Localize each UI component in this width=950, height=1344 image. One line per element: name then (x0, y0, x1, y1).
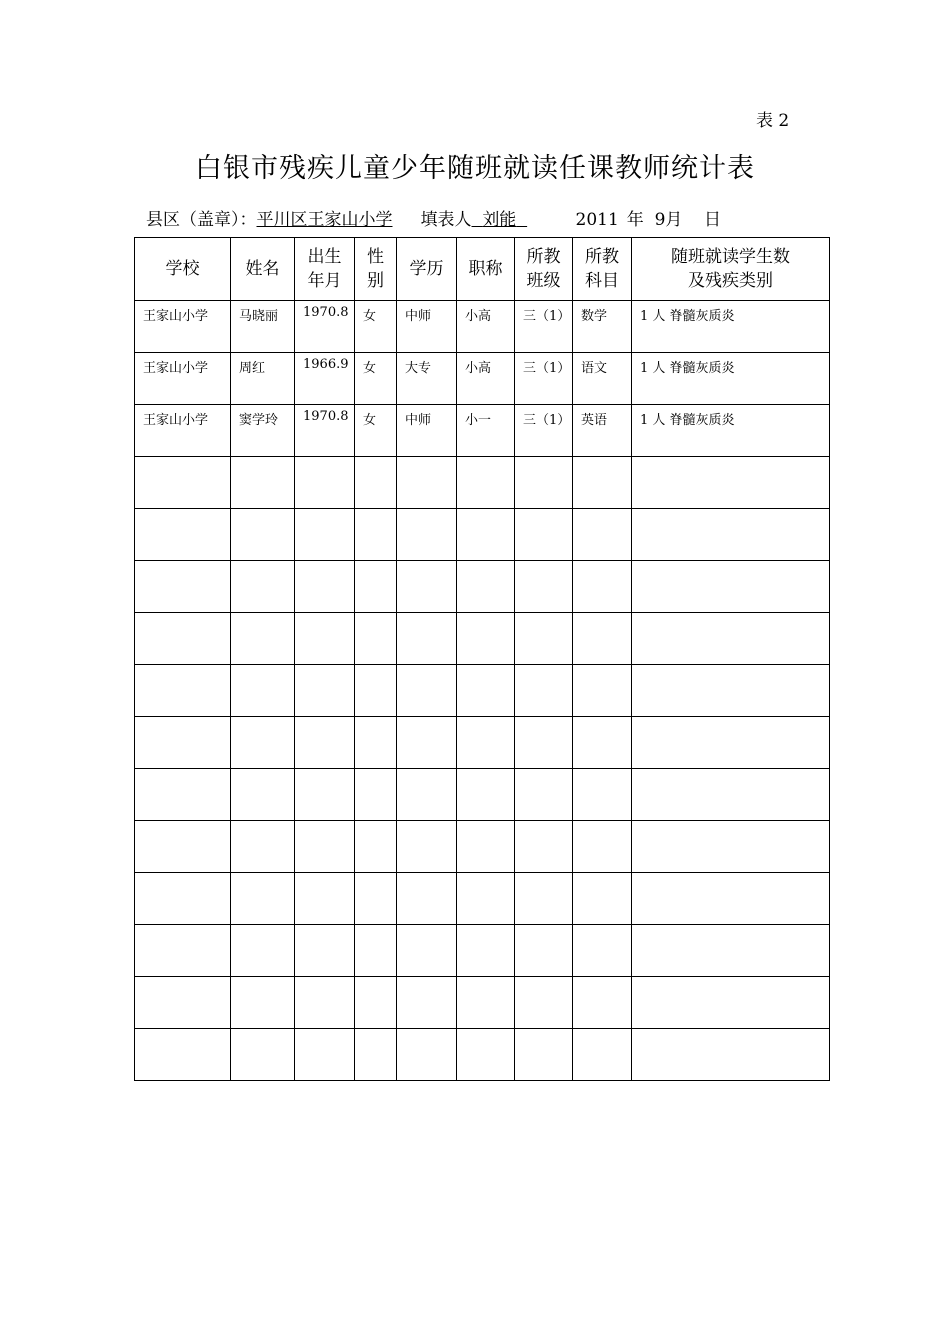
table-cell: 1970.8 (295, 405, 355, 457)
table-cell (135, 613, 231, 665)
table-row (135, 613, 830, 665)
table-cell: 1 人 脊髓灰质炎 (632, 353, 830, 405)
table-cell (573, 457, 632, 509)
table-cell (632, 925, 830, 977)
table-cell (397, 977, 457, 1029)
column-header: 出生 年月 (295, 238, 355, 301)
table-cell (632, 613, 830, 665)
table-row (135, 821, 830, 873)
table-cell (135, 665, 231, 717)
table-row (135, 717, 830, 769)
table-cell (355, 873, 397, 925)
table-cell (397, 1029, 457, 1081)
table-cell (397, 925, 457, 977)
meta-line (146, 205, 721, 230)
table-cell: 1 人 脊髓灰质炎 (632, 301, 830, 353)
table-cell (457, 925, 515, 977)
table-cell (295, 613, 355, 665)
table-row (135, 405, 830, 457)
table-row (135, 457, 830, 509)
table-cell (355, 717, 397, 769)
table-cell (573, 665, 632, 717)
table-cell: 小高 (457, 301, 515, 353)
table-cell (397, 769, 457, 821)
year: 2011 (575, 210, 619, 230)
table-cell (515, 561, 573, 613)
table-cell (355, 457, 397, 509)
table-cell: 周红 (231, 353, 295, 405)
table-cell (397, 717, 457, 769)
table-cell: 三（1） (515, 301, 573, 353)
table-cell (231, 665, 295, 717)
month: 9月 (654, 210, 683, 230)
table-cell (457, 717, 515, 769)
table-row (135, 665, 830, 717)
table-cell (515, 509, 573, 561)
table-cell (135, 561, 231, 613)
column-header: 所教 科目 (573, 238, 632, 301)
table-cell (573, 769, 632, 821)
table-cell (515, 925, 573, 977)
table-cell (231, 821, 295, 873)
table-cell (231, 925, 295, 977)
table-row (135, 509, 830, 561)
table-cell (457, 665, 515, 717)
table-cell (135, 509, 231, 561)
table-cell: 1966.9 (295, 353, 355, 405)
table-cell (515, 717, 573, 769)
table-cell (515, 769, 573, 821)
table-cell: 女 (355, 405, 397, 457)
county-label: 县区（盖章）： (146, 210, 257, 230)
table-cell (231, 717, 295, 769)
table-cell: 1 人 脊髓灰质炎 (632, 405, 830, 457)
table-cell (573, 873, 632, 925)
table-cell: 小高 (457, 353, 515, 405)
table-cell (632, 769, 830, 821)
table-cell (397, 873, 457, 925)
table-cell (295, 509, 355, 561)
table-cell (397, 665, 457, 717)
table-cell (632, 873, 830, 925)
teacher-stats-table (134, 237, 830, 1081)
table-cell (397, 509, 457, 561)
table-cell (515, 977, 573, 1029)
table-cell (231, 509, 295, 561)
table-row (135, 301, 830, 353)
table-cell (632, 717, 830, 769)
table-cell (355, 769, 397, 821)
table-cell (515, 821, 573, 873)
table-cell (573, 1029, 632, 1081)
table-number: 表 2 (756, 111, 790, 131)
filler-label: 填表人 (420, 210, 472, 230)
table-cell (457, 1029, 515, 1081)
table-cell: 1970.8 (295, 301, 355, 353)
table-cell (397, 613, 457, 665)
table-cell (295, 925, 355, 977)
table-cell (231, 873, 295, 925)
table-cell (295, 665, 355, 717)
table-cell (573, 561, 632, 613)
table-cell (632, 457, 830, 509)
table-cell (632, 821, 830, 873)
table-cell (355, 613, 397, 665)
table-cell (457, 561, 515, 613)
table-cell (632, 561, 830, 613)
table-cell (231, 457, 295, 509)
table-cell (515, 457, 573, 509)
table-cell (515, 1029, 573, 1081)
table-cell: 女 (355, 353, 397, 405)
column-header: 姓名 (231, 238, 295, 301)
column-header: 职称 (457, 238, 515, 301)
page-title: 白银市残疾儿童少年随班就读任课教师统计表 (195, 153, 755, 184)
table-cell (573, 509, 632, 561)
table-cell (355, 561, 397, 613)
table-cell (573, 977, 632, 1029)
table-row (135, 561, 830, 613)
table-row (135, 769, 830, 821)
table-cell (397, 457, 457, 509)
table-cell: 三（1） (515, 405, 573, 457)
table-cell (457, 509, 515, 561)
table-cell (355, 821, 397, 873)
column-header: 学历 (397, 238, 457, 301)
table-cell: 语文 (573, 353, 632, 405)
column-header: 所教 班级 (515, 238, 573, 301)
table-cell (457, 769, 515, 821)
table-cell (295, 769, 355, 821)
year-unit: 年 (626, 210, 644, 230)
table-cell (295, 561, 355, 613)
table-cell: 小一 (457, 405, 515, 457)
table-cell: 王家山小学 (135, 301, 231, 353)
table-cell (231, 977, 295, 1029)
table-row (135, 1029, 830, 1081)
filler-value: 刘能 (482, 210, 517, 230)
table-cell (573, 613, 632, 665)
table-cell (295, 457, 355, 509)
table-row (135, 977, 830, 1029)
table-cell (295, 873, 355, 925)
table-cell (515, 613, 573, 665)
table-cell (135, 717, 231, 769)
table-cell (135, 1029, 231, 1081)
table-cell: 数学 (573, 301, 632, 353)
table-cell (135, 873, 231, 925)
table-cell (457, 613, 515, 665)
table-cell (355, 977, 397, 1029)
table-cell: 马晓丽 (231, 301, 295, 353)
table-cell: 女 (355, 301, 397, 353)
table-cell (632, 977, 830, 1029)
table-cell (573, 717, 632, 769)
table-cell: 大专 (397, 353, 457, 405)
column-header: 随班就读学生数 及残疾类别 (632, 238, 830, 301)
table-row (135, 925, 830, 977)
table-cell (632, 509, 830, 561)
table-cell (515, 665, 573, 717)
county-value: 平川区王家山小学 (256, 210, 393, 230)
table-cell (231, 1029, 295, 1081)
column-header: 学校 (135, 238, 231, 301)
table-cell (355, 1029, 397, 1081)
table-cell: 英语 (573, 405, 632, 457)
table-row (135, 353, 830, 405)
table-cell (295, 717, 355, 769)
table-cell (295, 1029, 355, 1081)
table-cell (231, 561, 295, 613)
table-cell (457, 457, 515, 509)
table-cell (397, 561, 457, 613)
table-cell (231, 769, 295, 821)
table-cell (355, 665, 397, 717)
table-cell (632, 665, 830, 717)
table-cell (457, 821, 515, 873)
table-cell (457, 873, 515, 925)
day-unit: 日 (704, 210, 722, 230)
header-row (135, 238, 830, 301)
table-cell (457, 977, 515, 1029)
table-cell (355, 509, 397, 561)
table-cell (231, 613, 295, 665)
table-cell (573, 821, 632, 873)
table-cell (135, 457, 231, 509)
table-cell (295, 821, 355, 873)
table-row (135, 873, 830, 925)
table-cell (632, 1029, 830, 1081)
table-cell (295, 977, 355, 1029)
table-cell: 窦学玲 (231, 405, 295, 457)
table-cell: 中师 (397, 301, 457, 353)
table-cell (397, 821, 457, 873)
table-cell (135, 925, 231, 977)
table-cell (573, 925, 632, 977)
table-cell: 王家山小学 (135, 353, 231, 405)
table-cell: 三（1） (515, 353, 573, 405)
table-cell (515, 873, 573, 925)
table-cell (355, 925, 397, 977)
table-cell (135, 821, 231, 873)
column-header: 性 别 (355, 238, 397, 301)
table-cell (135, 977, 231, 1029)
table-cell: 中师 (397, 405, 457, 457)
table-cell: 王家山小学 (135, 405, 231, 457)
table-cell (135, 769, 231, 821)
